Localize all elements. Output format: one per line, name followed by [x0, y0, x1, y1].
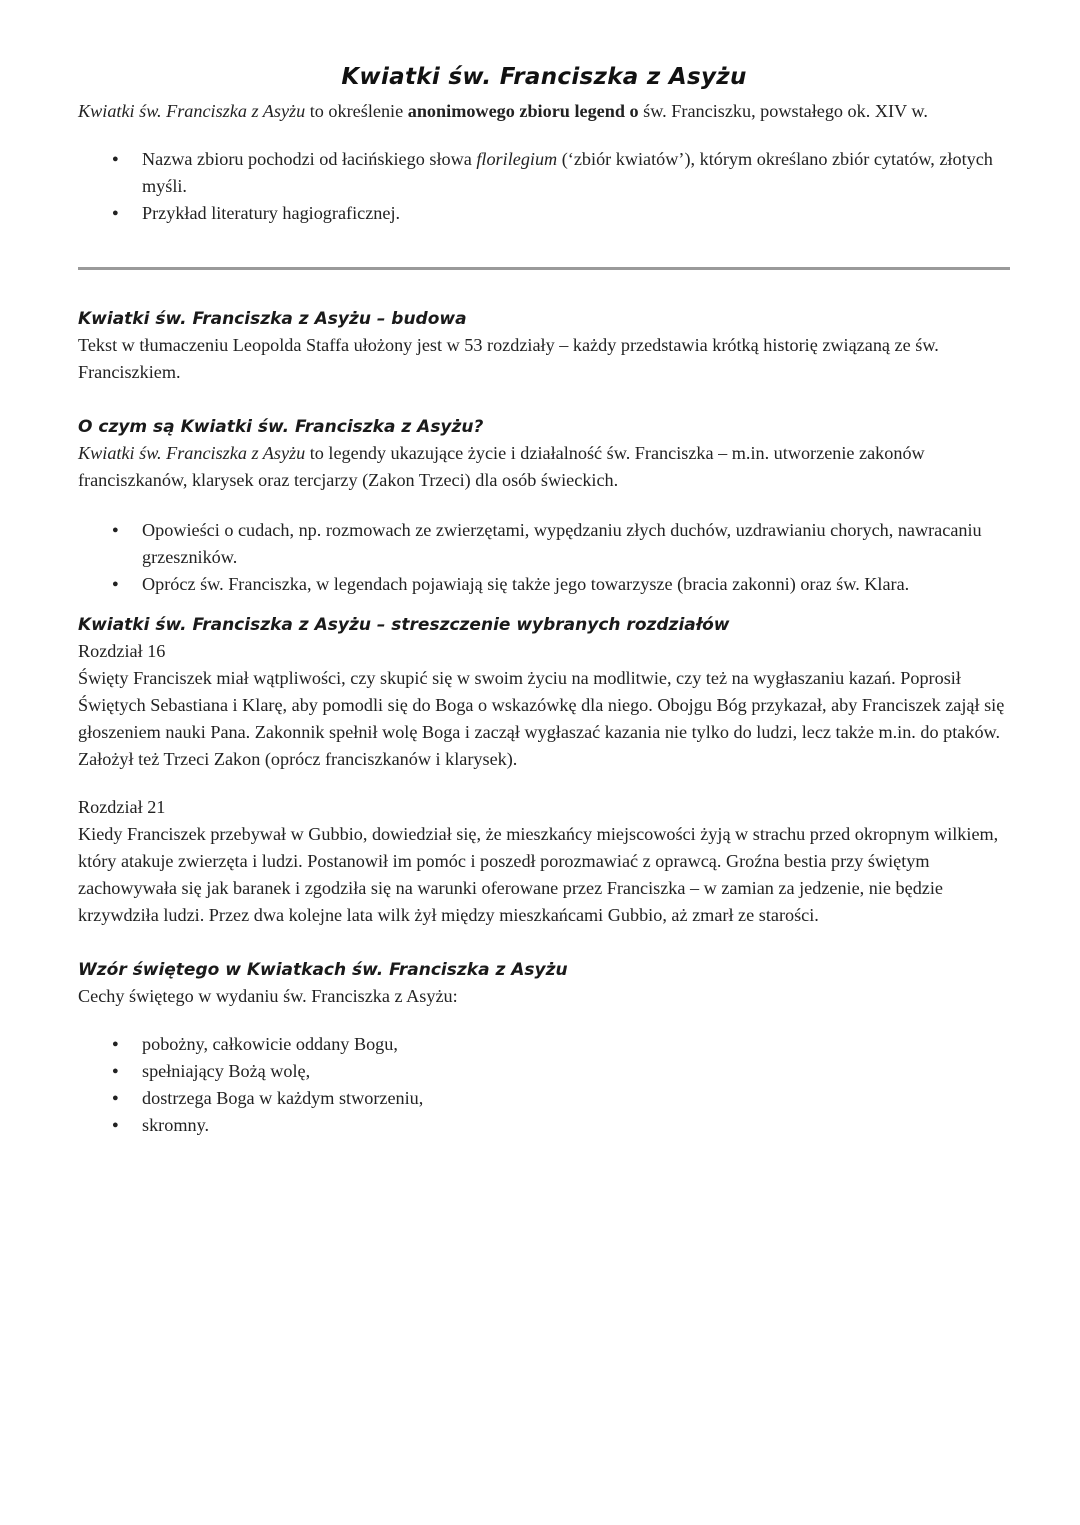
document-title: Kwiatki św. Franciszka z Asyżu	[341, 64, 747, 90]
intro-text-2: św. Franciszku, powstałego ok. XIV w.	[638, 101, 928, 121]
chapter-21-label: Rozdział 21	[78, 797, 166, 817]
bullet-italic-term: florilegium	[476, 149, 558, 169]
paragraph-budowa: Tekst w tłumaczeniu Leopolda Staffa ułożony jest w 53 rozdziały – każdy przedstawia krótką historię związaną ze św. Franciszkiem.	[78, 335, 939, 382]
list-item: ● Opowieści o cudach, np. rozmowach ze zwierzętami, wypędzaniu złych duchów, uzdrawianiu chorych, nawracaniu grzeszników.	[142, 517, 1010, 571]
intro-paragraph	[78, 98, 1010, 125]
list-item: ● dostrzega Boga w każdym stworzeniu,	[142, 1085, 1010, 1112]
o-czym-bullet-list	[78, 517, 1010, 598]
paragraph-wzor: Cechy świętego w wydaniu św. Franciszka z Asyżu:	[78, 986, 458, 1006]
document-page	[78, 60, 1010, 1139]
list-item: ● Przykład literatury hagiograficznej.	[142, 200, 1010, 227]
intro-bullet-list	[78, 146, 1010, 227]
intro-text-1: to określenie	[305, 101, 408, 121]
intro-bold-text: anonimowego zbioru legend o	[407, 101, 639, 121]
chapter-16-label: Rozdział 16	[78, 641, 166, 661]
bullet-text: (‘zbiór kwiatów’), którym określano zbiór cytatów, złotych myśli.	[142, 149, 993, 196]
chapter-16-text: Święty Franciszek miał wątpliwości, czy skupić się w swoim życiu na modlitwie, czy też na wygłaszaniu kazań. Poprosił Świętych Sebastiana i Klarę, aby pomodli się do Boga o wskazówkę dla niego. Obojgu Bóg przykazał, aby Franciszek zajął się głoszeniem nauki Pana. Zakonnik spełnił wolę Boga i zaczął wygłaszać kazania nie tylko do ludzi, lecz także m.in. do ptaków. Założył też Trzeci Zakon (oprócz franciszkanów i klarysek).	[78, 668, 1005, 769]
intro-italic-title: Kwiatki św. Franciszka z Asyżu	[78, 101, 306, 121]
paragraph-text: to legendy ukazujące życie i działalność św. Franciszka – m.in. utworzenie zakonów franciszkanów, klarysek oraz tercjarzy (Zakon Trzeci) dla osób świeckich.	[78, 443, 925, 490]
section-heading-streszczenie: Kwiatki św. Franciszka z Asyżu – streszczenie wybranych rozdziałów	[78, 615, 730, 635]
paragraph-o-czym	[78, 440, 1010, 494]
section-heading-o-czym: O czym są Kwiatki św. Franciszka z Asyżu?	[78, 417, 484, 437]
bullet-text: Nazwa zbioru pochodzi od łacińskiego słowa	[142, 149, 477, 169]
section-heading-wzor: Wzór świętego w Kwiatkach św. Franciszka z Asyżu	[78, 960, 568, 980]
list-item: ● skromny.	[142, 1112, 1010, 1139]
section-heading-budowa: Kwiatki św. Franciszka z Asyżu – budowa	[78, 309, 467, 329]
wzor-bullet-list	[78, 1031, 1010, 1139]
list-item: ● Oprócz św. Franciszka, w legendach pojawiają się także jego towarzysze (bracia zakonni) oraz św. Klara.	[142, 571, 1010, 598]
chapter-21-text: Kiedy Franciszek przebywał w Gubbio, dowiedział się, że mieszkańcy miejscowości żyją w strachu przed okropnym wilkiem, który atakuje zwierzęta i ludzi. Postanowił im pomóc i poszedł porozmawiać z oprawcą. Groźna bestia przy świętym zachowywała się jak baranek i zgodziła się na warunki oferowane przez Franciszka – w zamian za jedzenie, nie będzie krzywdziła ludzi. Przez dwa kolejne lata wilk żył między mieszkańcami Gubbio, aż zmarł ze starości.	[78, 824, 999, 925]
list-item: ● spełniający Bożą wolę,	[142, 1058, 1010, 1085]
list-item: ● pobożny, całkowicie oddany Bogu,	[142, 1031, 1010, 1058]
horizontal-divider	[78, 267, 1010, 270]
italic-title: Kwiatki św. Franciszka z Asyżu	[78, 443, 306, 463]
list-item	[142, 146, 1010, 200]
